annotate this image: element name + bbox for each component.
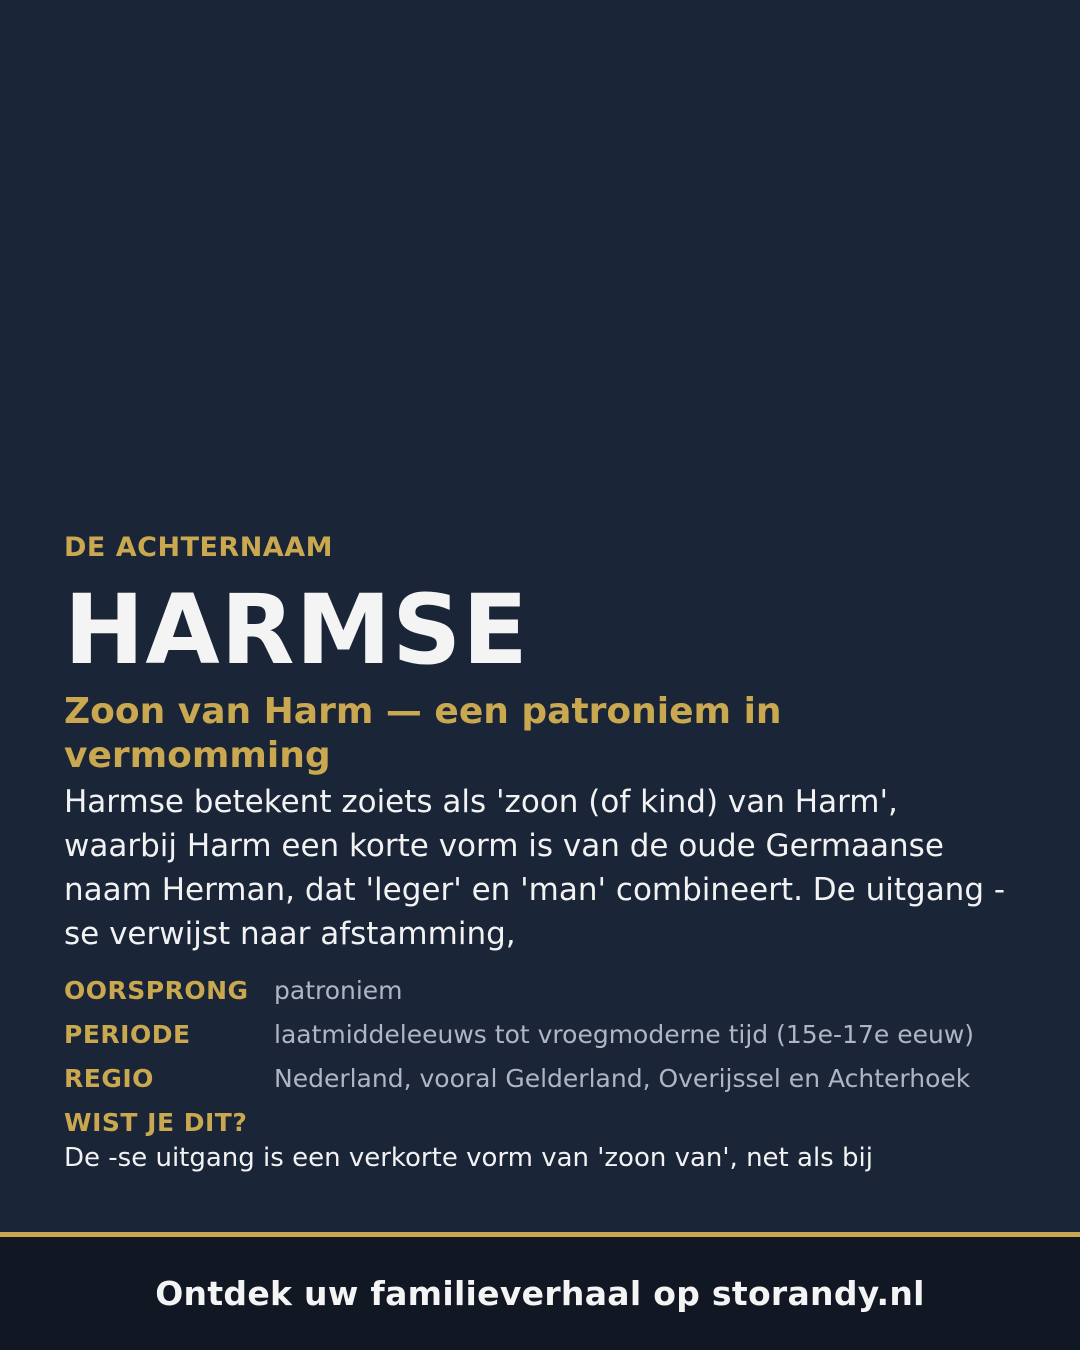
did-you-know-label: WIST JE DIT? [64, 1108, 248, 1137]
fact-value: laatmiddeleeuws tot vroegmoderne tijd (15e-17e eeuw) [274, 1020, 975, 1049]
surname-title: HARMSE [64, 574, 529, 686]
fact-row-origin [64, 976, 1016, 1006]
intro-text: Harmse betekent zoiets als 'zoon (of kind) van Harm', waarbij Harm een korte vorm is van de oude Germaanse naam Herman, dat 'leger' en 'man' combineert. De uitgang -se verwijst naar afstamming, [64, 784, 1006, 952]
intro-container [64, 780, 1016, 956]
footer-bar [0, 1232, 1080, 1350]
card-content [64, 530, 1016, 1234]
fact-label: REGIO [64, 1064, 154, 1093]
footer-cta-link[interactable]: Ontdek uw familieverhaal op storandy.nl [155, 1274, 925, 1313]
fact-row-period [64, 1020, 1016, 1050]
fact-row-region [64, 1064, 1016, 1094]
fact-label: OORSPRONG [64, 976, 249, 1005]
fact-value: Nederland, vooral Gelderland, Overijssel en Achterhoek [274, 1064, 971, 1093]
surname-tagline: Zoon van Harm — een patroniem in vermomming [64, 691, 782, 776]
fact-value: patroniem [274, 976, 403, 1005]
did-you-know-text: De -se uitgang is een verkorte vorm van 'zoon van', net als bij [64, 1143, 873, 1173]
fact-label: PERIODE [64, 1020, 191, 1049]
eyebrow-label: DE ACHTERNAAM [64, 532, 333, 563]
facts-list [64, 976, 1016, 1094]
